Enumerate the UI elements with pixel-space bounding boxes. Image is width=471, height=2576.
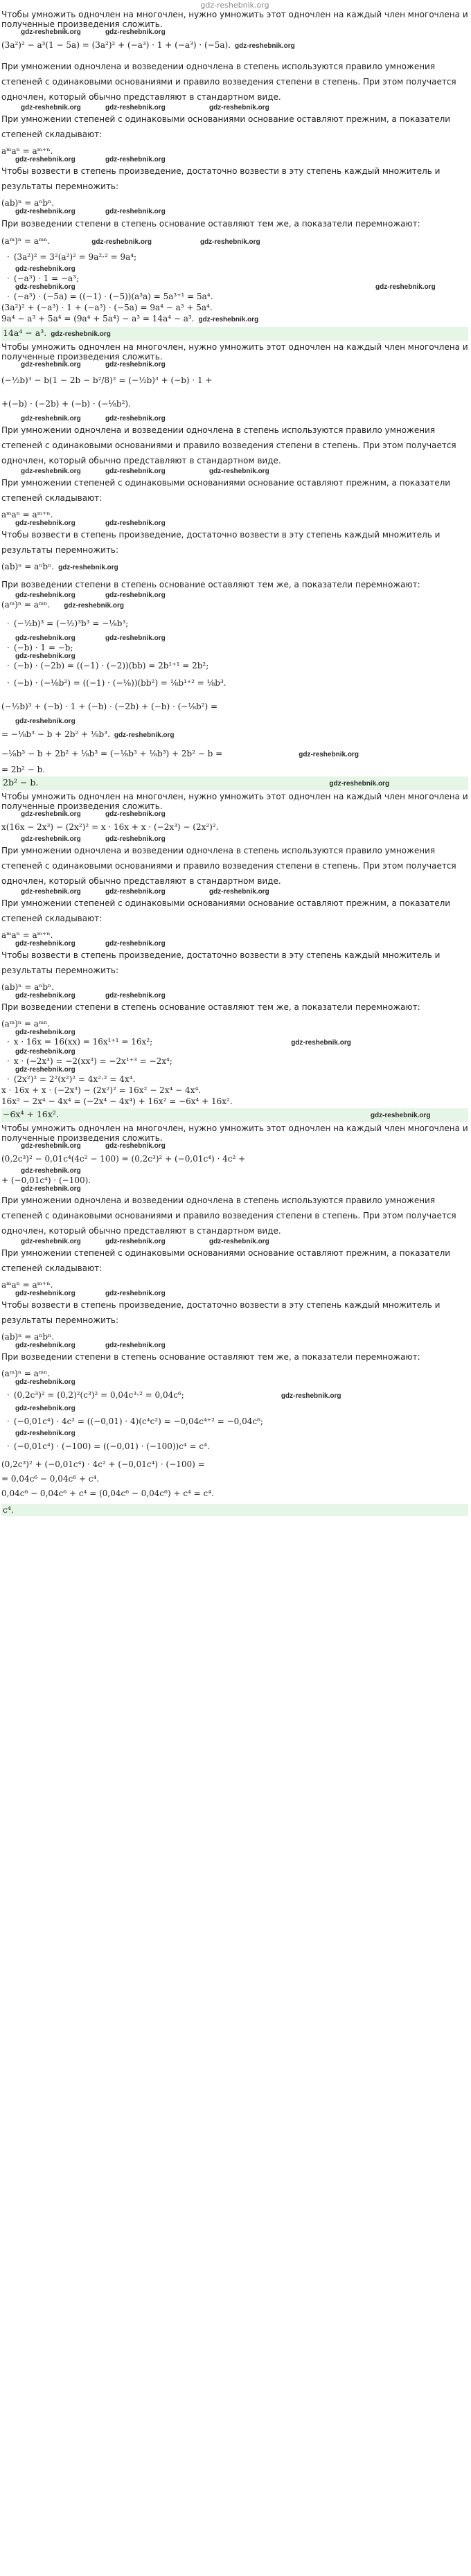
watermark-row <box>1 718 468 725</box>
watermark: gdz-reshebnik.org <box>21 1238 81 1245</box>
watermark: gdz-reshebnik.org <box>105 468 166 475</box>
watermark-row <box>1 1290 468 1297</box>
step: · x · (−2x³) = −2(xx³) = −2x¹⁺³ = −2x⁴; <box>1 1056 468 1067</box>
rule-power-1: При умножении одночлена и возведении одночлена в степень используются правило умножения степеней с одинаковыми основаниями и правило возведения степени в степень. При этом получается одночлен, который обычно представляют в стандартном виде. <box>1 846 456 886</box>
step: · (−0,01c⁴) · 4c² = ((−0,01) · 4)(c⁴c²) = −0,04c⁴⁺² = −0,04c⁶; <box>1 1412 468 1430</box>
watermark: gdz-reshebnik.org <box>21 104 81 112</box>
watermark: gdz-reshebnik.org <box>105 28 166 36</box>
watermark: gdz-reshebnik.org <box>114 731 175 739</box>
watermark-row <box>1 362 468 368</box>
step: · x · 16x = 16(xx) = 16x¹⁺¹ = 16x²; gdz-reshebnik.org <box>1 1036 468 1049</box>
result-line: −⅛b³ − b + 2b² + ⅛b³ = (−⅛b³ + ⅛b³) + 2b² − b = gdz-reshebnik.org <box>1 749 359 758</box>
result-line: (3a²)² + (−a³) · 1 + (−a³) · (−5a) = 9a⁴ − a³ + 5a⁴. <box>1 303 213 312</box>
formula-am-n: (aᵐ)ⁿ = aᵐⁿ. gdz-reshebnik.org gdz-reshebnik.org <box>1 236 260 246</box>
watermark-row <box>1 836 468 843</box>
watermark: gdz-reshebnik.org <box>105 634 166 642</box>
watermark: gdz-reshebnik.org <box>15 1048 75 1056</box>
watermark: gdz-reshebnik.org <box>209 888 269 896</box>
step: · (−a³) · 1 = −a³; <box>1 273 468 284</box>
watermark: gdz-reshebnik.org <box>15 208 75 215</box>
watermark: gdz-reshebnik.org <box>15 1405 75 1412</box>
watermark: gdz-reshebnik.org <box>105 1238 166 1245</box>
result-line: (−½b)³ + (−b) · 1 + (−b) · (−2b) + (−b) · (−⅛b²) = <box>1 702 217 711</box>
rule-intro: Чтобы умножить одночлен на многочлен, нужно умножить этот одночлен на каждый член многочлена и полученные произведения сложить. <box>1 10 468 29</box>
watermark: gdz-reshebnik.org <box>105 415 166 423</box>
rule-power-2: При умножении степеней с одинаковыми основаниями основание оставляют прежним, а показатели степеней складывают: <box>1 478 451 503</box>
watermark-row <box>1 1379 468 1386</box>
watermark-row <box>1 1168 468 1175</box>
watermark-row <box>1 416 468 423</box>
formula-am-an: aᵐaⁿ = aᵐ⁺ⁿ. <box>1 1280 53 1290</box>
watermark: gdz-reshebnik.org <box>15 652 75 660</box>
rule-intro: Чтобы умножить одночлен на многочлен, нужно умножить этот одночлен на каждый член многочлена и полученные произведения сложить. <box>1 342 468 362</box>
rule-power-of-power: При возведении степени в степень основание оставляют тем же, а показатели перемножают: <box>1 1002 420 1012</box>
watermark: gdz-reshebnik.org <box>105 1342 166 1349</box>
rule-intro: Чтобы умножить одночлен на многочлен, нужно умножить этот одночлен на каждый член многочлена и полученные произведения сложить. <box>1 792 468 811</box>
result-line: = 2b² − b. <box>1 765 46 774</box>
rule-power-of-power: При возведении степени в степень основание оставляют тем же, а показатели перемножают: <box>1 580 420 589</box>
watermark: gdz-reshebnik.org <box>15 1378 75 1386</box>
watermark-row <box>1 284 468 291</box>
rule-power-2: При умножении степеней с одинаковыми основаниями основание оставляют прежним, а показатели степеней складывают: <box>1 114 451 139</box>
watermark-row <box>1 29 468 36</box>
watermark: gdz-reshebnik.org <box>209 468 269 475</box>
formula-am-an: aᵐaⁿ = aᵐ⁺ⁿ. <box>1 930 53 940</box>
rule-power-2: При умножении степеней с одинаковыми основаниями основание оставляют прежним, а показатели степеней складывают: <box>1 1248 451 1273</box>
formula-am-n: (aᵐ)ⁿ = aᵐⁿ. gdz-reshebnik.org <box>1 600 124 610</box>
watermark: gdz-reshebnik.org <box>15 1029 75 1036</box>
watermark-row <box>1 157 468 163</box>
watermark: gdz-reshebnik.org <box>21 1142 81 1150</box>
rule-product: Чтобы возвести в степень произведение, достаточно возвести в эту степень каждый множитель и результаты перемножить: <box>1 950 441 975</box>
watermark: gdz-reshebnik.org <box>64 602 124 610</box>
watermark: gdz-reshebnik.org <box>21 1185 81 1193</box>
watermark-row <box>1 1405 468 1412</box>
watermark: gdz-reshebnik.org <box>15 1342 75 1349</box>
watermark-row <box>1 811 468 818</box>
rule-power-1: При умножении одночлена и возведении одночлена в степень используются правило умножения степеней с одинаковыми основаниями и правило возведения степени в степень. При этом получается одночлен, который обычно представляют в стандартном виде. <box>1 62 456 102</box>
watermark: gdz-reshebnik.org <box>281 1392 341 1400</box>
formula-am-n: (aᵐ)ⁿ = aᵐⁿ. <box>1 1019 51 1029</box>
watermark-row <box>1 635 468 642</box>
rule-product: Чтобы возвести в степень произведение, достаточно возвести в эту степень каждый множитель и результаты перемножить: <box>1 1300 441 1325</box>
formula-ab-n: (ab)ⁿ = aⁿbⁿ. <box>1 198 55 208</box>
step: · (−a³) · (−5a) = ((−1) · (−5))(a³a) = 5a³⁺¹ = 5a⁴. <box>1 291 468 302</box>
watermark: gdz-reshebnik.org <box>15 519 75 527</box>
watermark: gdz-reshebnik.org <box>21 835 81 843</box>
formula-am-an: aᵐaⁿ = aᵐ⁺ⁿ. <box>1 510 53 519</box>
rule-power-of-power: При возведении степени в степень основание оставляют тем же, а показатели перемножают: <box>1 219 420 229</box>
watermark: gdz-reshebnik.org <box>15 634 75 642</box>
watermark-row <box>1 1430 468 1437</box>
watermark: gdz-reshebnik.org <box>105 940 166 948</box>
watermark: gdz-reshebnik.org <box>105 810 166 818</box>
result-line: 16x² − 2x⁴ − 4x⁴ = (−2x⁴ − 4x⁴) + 16x² = −6x⁴ + 16x². <box>1 1096 233 1106</box>
watermark: gdz-reshebnik.org <box>15 265 75 273</box>
step: · (3a²)² = 3²(a²)² = 9a²·² = 9a⁴; <box>1 248 468 266</box>
watermark-row <box>1 941 468 948</box>
watermark-row <box>1 105 468 112</box>
watermark: gdz-reshebnik.org <box>15 718 75 725</box>
watermark-row <box>1 993 468 1000</box>
problem-task: (−½b)³ − b(1 − 2b − b²/8)² = (−½b)³ + (−b) · 1 + <box>1 375 213 385</box>
watermark: gdz-reshebnik.org <box>58 564 118 571</box>
formula-am-an: aᵐaⁿ = aᵐ⁺ⁿ. <box>1 146 53 156</box>
watermark-row <box>1 1238 468 1245</box>
watermark-row <box>1 468 468 475</box>
answer-highlight: 14a⁴ − a³. gdz-reshebnik.org <box>1 327 468 341</box>
watermark: gdz-reshebnik.org <box>105 156 166 163</box>
watermark: gdz-reshebnik.org <box>21 810 81 818</box>
watermark: gdz-reshebnik.org <box>198 316 259 323</box>
site-header: gdz-reshebnik.org <box>200 1 269 10</box>
watermark: gdz-reshebnik.org <box>375 283 436 291</box>
watermark-row <box>1 653 468 660</box>
result-line: (0,2c³)² + (−0,01c⁴) · 4c² + (−0,01c⁴) · (−100) = <box>1 1459 205 1469</box>
answer-highlight: c⁴. <box>1 1504 468 1516</box>
watermark: gdz-reshebnik.org <box>15 1290 75 1297</box>
step: · (−½b)³ = (−½)³b³ = −⅛b³; <box>1 612 468 635</box>
watermark: gdz-reshebnik.org <box>209 104 269 112</box>
watermark-row <box>1 266 468 273</box>
watermark: gdz-reshebnik.org <box>235 42 295 50</box>
rule-product: Чтобы возвести в степень произведение, достаточно возвести в эту степень каждый множитель и результаты перемножить: <box>1 530 441 555</box>
watermark: gdz-reshebnik.org <box>299 751 359 758</box>
watermark: gdz-reshebnik.org <box>15 283 75 291</box>
problem-task: (0,2c³)² − 0,01c⁴(4c² − 100) = (0,2c³)² + (−0,01c⁴) · 4c² + <box>1 1154 246 1164</box>
watermark: gdz-reshebnik.org <box>15 1066 75 1074</box>
watermark: gdz-reshebnik.org <box>21 888 81 896</box>
formula-am-n: (aᵐ)ⁿ = aᵐⁿ. <box>1 1369 51 1378</box>
problem-4 <box>1 1123 468 1516</box>
answer-highlight: −6x⁴ + 16x². gdz-reshebnik.org <box>1 1108 468 1122</box>
watermark: gdz-reshebnik.org <box>21 28 81 36</box>
watermark: gdz-reshebnik.org <box>209 1238 269 1245</box>
watermark-row <box>1 1342 468 1349</box>
watermark: gdz-reshebnik.org <box>15 156 75 163</box>
watermark: gdz-reshebnik.org <box>105 208 166 215</box>
watermark: gdz-reshebnik.org <box>91 238 152 246</box>
rule-intro: Чтобы умножить одночлен на многочлен, нужно умножить этот одночлен на каждый член многочлена и полученные произведения сложить. <box>1 1123 468 1143</box>
watermark: gdz-reshebnik.org <box>51 330 111 338</box>
watermark-row <box>1 520 468 527</box>
step: · (−b) · (−2b) = ((−1) · (−2))(bb) = 2b¹⁺¹ = 2b²; <box>1 660 468 671</box>
watermark-row <box>1 208 468 215</box>
watermark: gdz-reshebnik.org <box>21 415 81 423</box>
result-line: = 0,04c⁶ − 0,04c⁶ + c⁴. <box>1 1474 100 1484</box>
rule-power-2: При умножении степеней с одинаковыми основаниями основание оставляют прежним, а показатели степеней складывают: <box>1 898 451 923</box>
formula-ab-n: (ab)ⁿ = aⁿbⁿ. <box>1 982 55 992</box>
rule-power-1: При умножении одночлена и возведении одночлена в степень используются правило умножения степеней с одинаковыми основаниями и правило возведения степени в степень. При этом получается одночлен, который обычно представляют в стандартном виде. <box>1 425 456 465</box>
answer-highlight: 2b² − b. gdz-reshebnik.org <box>1 776 468 790</box>
problem-3 <box>1 792 468 1122</box>
step: · (0,2c³)² = (0,2)²(c³)² = 0,04c³·² = 0,04c⁶; gdz-reshebnik.org <box>1 1386 468 1405</box>
watermark: gdz-reshebnik.org <box>21 468 81 475</box>
watermark: gdz-reshebnik.org <box>105 1142 166 1150</box>
watermark: gdz-reshebnik.org <box>15 592 75 599</box>
watermark: gdz-reshebnik.org <box>15 940 75 948</box>
problem-task: x(16x − 2x³) − (2x²)² = x · 16x + x · (−2x³) − (2x²)². <box>1 822 219 832</box>
watermark: gdz-reshebnik.org <box>105 888 166 896</box>
watermark: gdz-reshebnik.org <box>199 238 260 246</box>
step: · (−0,01c⁴) · (−100) = ((−0,01) · (−100))c⁴ = c⁴. <box>1 1437 468 1455</box>
watermark: gdz-reshebnik.org <box>105 361 166 368</box>
problem-task-cont: +(−b) · (−2b) + (−b) · (−⅛b²). <box>1 399 131 409</box>
watermark-row <box>1 592 468 599</box>
result-line: x · 16x + x · (−2x³) − (2x²)² = 16x² − 2x⁴ − 4x⁴. <box>1 1085 201 1095</box>
watermark: gdz-reshebnik.org <box>105 1290 166 1297</box>
watermark: gdz-reshebnik.org <box>291 1039 351 1047</box>
watermark: gdz-reshebnik.org <box>370 1112 431 1119</box>
problem-task: (3a²)² − a³(1 − 5a) = (3a²)² + (−a³) · 1 + (−a³) · (−5a). gdz-reshebnik.org <box>1 40 295 50</box>
problem-2 <box>1 342 468 790</box>
step: · (2x²)² = 2²(x²)² = 4x²·² = 4x⁴. <box>1 1074 468 1085</box>
result-line: 9a⁴ − a³ + 5a⁴ = (9a⁴ + 5a⁴) − a³ = 14a⁴ − a³. gdz-reshebnik.org <box>1 314 259 323</box>
watermark: gdz-reshebnik.org <box>15 992 75 1000</box>
watermark: gdz-reshebnik.org <box>329 780 390 788</box>
watermark: gdz-reshebnik.org <box>105 592 166 599</box>
watermark: gdz-reshebnik.org <box>105 104 166 112</box>
watermark: gdz-reshebnik.org <box>21 361 81 368</box>
result-line: = −⅛b³ − b + 2b² + ⅛b³. gdz-reshebnik.org <box>1 729 175 739</box>
rule-power-of-power: При возведении степени в степень основание оставляют тем же, а показатели перемножают: <box>1 1352 420 1362</box>
rule-power-1: При умножении одночлена и возведении одночлена в степень используются правило умножения степеней с одинаковыми основаниями и правило возведения степени в степень. При этом получается одночлен, который обычно представляют в стандартном виде. <box>1 1196 456 1236</box>
rule-product: Чтобы возвести в степень произведение, достаточно возвести в эту степень каждый множитель и результаты перемножить: <box>1 166 441 191</box>
formula-ab-n: (ab)ⁿ = aⁿbⁿ. gdz-reshebnik.org <box>1 562 118 571</box>
watermark-row <box>1 889 468 896</box>
watermark: gdz-reshebnik.org <box>21 1167 81 1175</box>
result-line: 0,04c⁶ − 0,04c⁶ + c⁴ = (0,04c⁶ − 0,04c⁶) + c⁴ = c⁴. <box>1 1489 214 1498</box>
problem-task-cont: + (−0,01c⁴) · (−100). <box>1 1175 91 1185</box>
watermark: gdz-reshebnik.org <box>105 992 166 1000</box>
watermark-row <box>1 1029 468 1036</box>
problem-1 <box>1 10 468 341</box>
watermark: gdz-reshebnik.org <box>15 1430 75 1437</box>
formula-ab-n: (ab)ⁿ = aⁿbⁿ. <box>1 1332 55 1342</box>
watermark: gdz-reshebnik.org <box>105 835 166 843</box>
watermark-row <box>1 1049 468 1056</box>
watermark: gdz-reshebnik.org <box>105 519 166 527</box>
step: · (−b) · 1 = −b; <box>1 642 468 653</box>
step: · (−b) · (−⅛b²) = ((−1) · (−⅛))(bb²) = ⅛b¹⁺² = ⅛b³. <box>1 671 468 695</box>
watermark-row <box>1 1186 468 1193</box>
watermark-row <box>1 1143 468 1150</box>
watermark-row <box>1 1067 468 1074</box>
